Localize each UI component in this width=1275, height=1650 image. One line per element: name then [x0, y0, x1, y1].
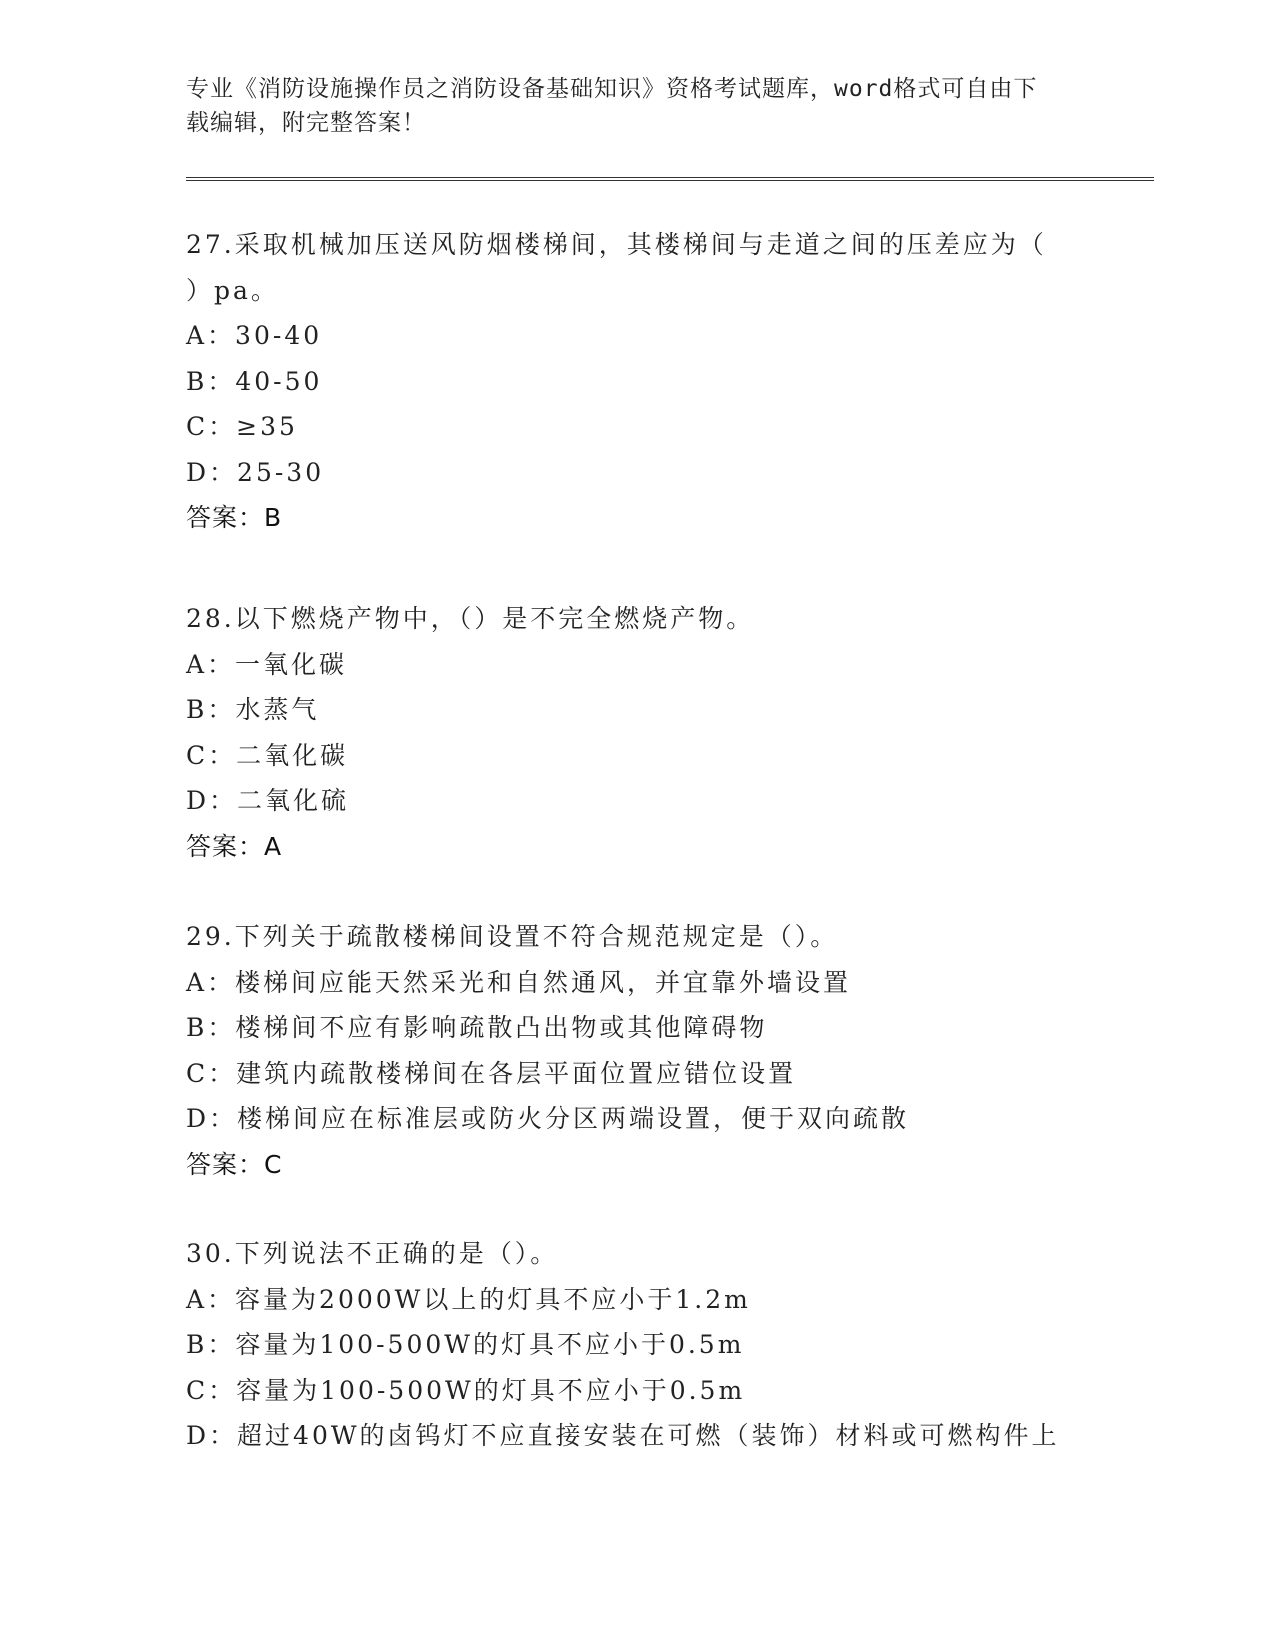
question-29 — [186, 914, 1086, 1187]
option-b: B：容量为100-500W的灯具不应小于0.5m — [186, 1330, 745, 1359]
option-c: C：建筑内疏散楼梯间在各层平面位置应错位设置 — [186, 1058, 797, 1088]
option-b: B：40-50 — [186, 366, 323, 396]
question-27 — [186, 222, 1086, 541]
question-stem: 28.以下燃烧产物中，（）是不完全燃烧产物。 — [186, 604, 755, 633]
option-c: C：≥35 — [186, 412, 298, 441]
question-stem: 30.下列说法不正确的是（）。 — [186, 1239, 559, 1268]
question-stem: 29.下列关于疏散楼梯间设置不符合规范规定是（）。 — [186, 922, 839, 951]
option-b: B：楼梯间不应有影响疏散凸出物或其他障碍物 — [186, 1013, 768, 1042]
option-a: A：楼梯间应能天然采光和自然通风，并宜靠外墙设置 — [186, 967, 852, 997]
option-c: C：容量为100-500W的灯具不应小于0.5m — [186, 1375, 746, 1405]
answer: 答案：B — [186, 503, 283, 532]
question-30 — [186, 1231, 1086, 1459]
header-divider — [186, 177, 1154, 181]
question-stem: ）pa。 — [186, 275, 279, 305]
document-header — [186, 72, 1086, 140]
option-c: C：二氧化碳 — [186, 740, 349, 770]
header-line-1: 专业《消防设施操作员之消防设备基础知识》资格考试题库，word格式可自由下 — [186, 76, 1038, 102]
option-a: A：30-40 — [186, 321, 323, 350]
option-a: A：一氧化碳 — [186, 649, 348, 679]
answer: 答案：C — [186, 1149, 283, 1179]
question-28 — [186, 596, 1086, 869]
option-d: D：25-30 — [186, 457, 325, 487]
option-b: B：水蒸气 — [186, 695, 320, 724]
answer: 答案：A — [186, 831, 283, 861]
question-stem: 27.采取机械加压送风防烟楼梯间，其楼梯间与走道之间的压差应为（ — [186, 230, 1047, 259]
option-d: D：楼梯间应在标准层或防火分区两端设置，便于双向疏散 — [186, 1104, 910, 1133]
option-d: D：二氧化硫 — [186, 786, 350, 815]
header-line-2: 载编辑，附完整答案！ — [186, 110, 426, 136]
option-d: D：超过40W的卤钨灯不应直接安装在可燃（装饰）材料或可燃构件上 — [186, 1421, 1060, 1450]
option-a: A：容量为2000W以上的灯具不应小于1.2m — [186, 1284, 751, 1314]
